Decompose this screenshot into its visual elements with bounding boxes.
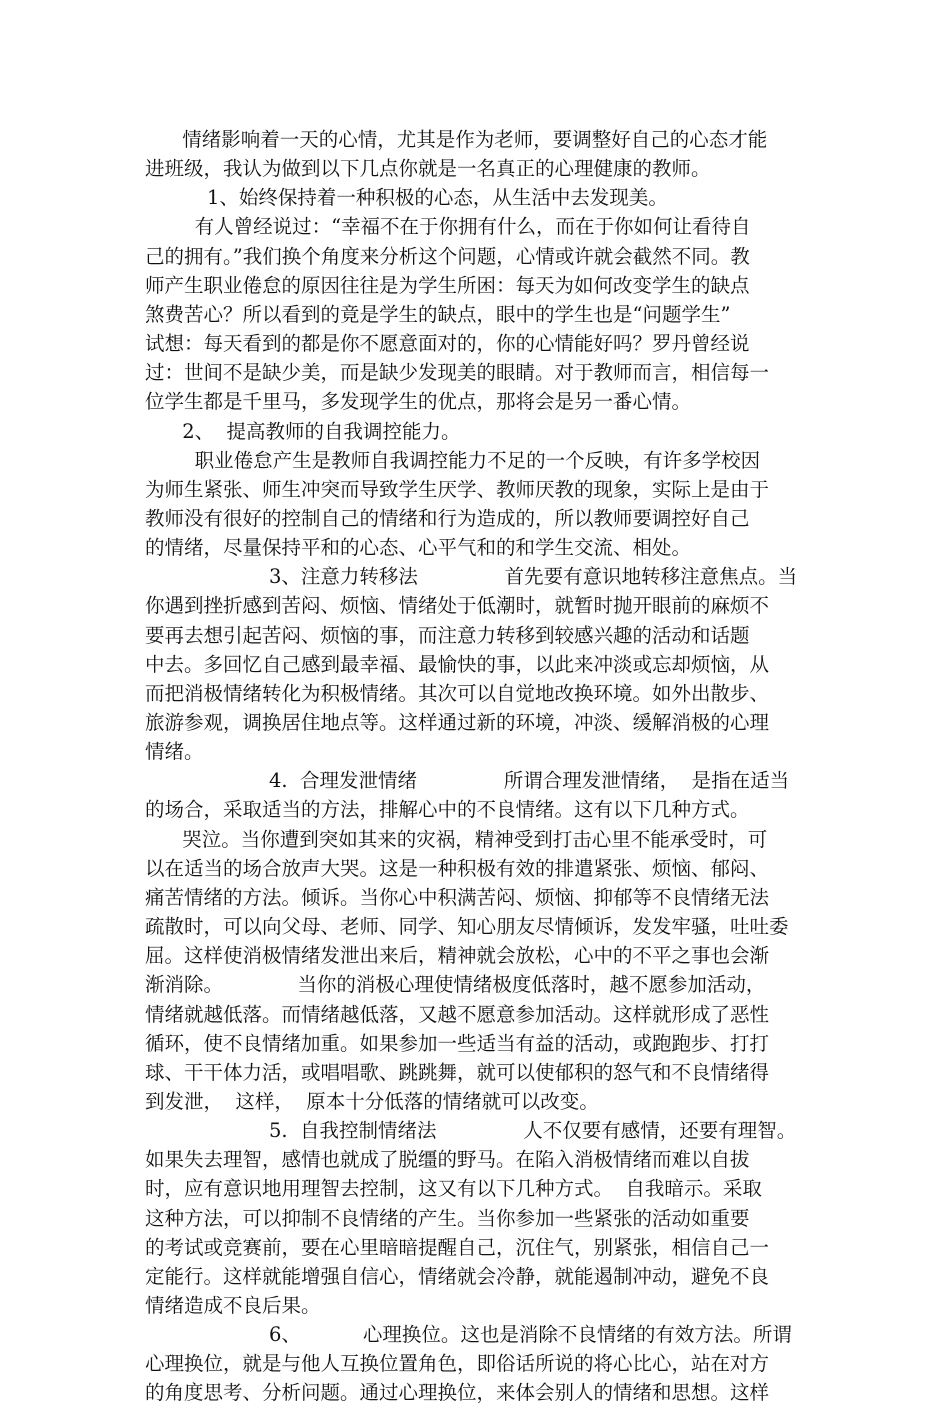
- text-line: 情绪。: [145, 740, 204, 763]
- text-line: 渐消除。 当你的消极心理使情绪极度低落时，越不愿参加活动，: [145, 973, 766, 996]
- text-line: 6、 心理换位。这也是消除不良情绪的有效方法。所谓: [145, 1323, 792, 1346]
- text-line: 球、干干体力活，或唱唱歌、跳跳舞，就可以使郁积的怒气和不良情绪得: [145, 1061, 770, 1084]
- text-line: 5. 自我控制情绪法 人不仅要有感情，还要有理智。: [145, 1119, 797, 1142]
- text-line: 定能行。这样就能增强自信心，情绪就会冷静，就能遏制冲动，避免不良: [145, 1265, 770, 1288]
- text-line: 情绪造成不良后果。: [145, 1294, 321, 1317]
- text-line: 有人曾经说过：“幸福不在于你拥有什么，而在于你如何让看待自: [145, 215, 751, 238]
- text-line: 为师生紧张、师生冲突而导致学生厌学、教师厌教的现象，实际上是由于: [145, 478, 770, 501]
- text-line: 屈。这样使消极情绪发泄出来后，精神就会放松，心中的不平之事也会渐: [145, 944, 770, 967]
- text-line: 位学生都是千里马，多发现学生的优点，那将会是另一番心情。: [145, 390, 692, 413]
- text-line: 的考试或竞赛前，要在心里暗暗提醒自己，沉住气，别紧张，相信自己一: [145, 1236, 770, 1259]
- text-line: 你遇到挫折感到苦闷、烦恼、情绪处于低潮时，就暂时抛开眼前的麻烦不: [145, 594, 770, 617]
- text-line: 2、 提高教师的自我调控能力。: [145, 420, 461, 443]
- text-line: 时，应有意识地用理智去控制，这又有以下几种方式。 自我暗示。采取: [145, 1177, 762, 1200]
- text-line: 这种方法，可以抑制不良情绪的产生。当你参加一些紧张的活动如重要: [145, 1207, 750, 1230]
- text-line: 循环，使不良情绪加重。如果参加一些适当有益的活动，或跑跑步、打打: [145, 1032, 770, 1055]
- text-line: 己的拥有。”我们换个角度来分析这个问题，心情或许就会截然不同。教: [145, 245, 750, 268]
- text-line: 过：世间不是缺少美，而是缺少发现美的眼睛。对于教师而言，相信每一: [145, 361, 770, 384]
- text-line: 心理换位，就是与他人互换位置角色，即俗话所说的将心比心，站在对方: [145, 1352, 770, 1375]
- text-line: 到发泄， 这样， 原本十分低落的情绪就可以改变。: [145, 1090, 599, 1113]
- text-line: 1、始终保持着一种积极的心态，从生活中去发现美。: [145, 186, 668, 209]
- text-line: 的角度思考、分析问题。通过心理换位，来体会别人的情绪和思想。这样: [145, 1381, 770, 1404]
- text-line: 而把消极情绪转化为积极情绪。其次可以自觉地改换环境。如外出散步、: [145, 682, 770, 705]
- text-line: 痛苦情绪的方法。倾诉。当你心中积满苦闷、烦恼、抑郁等不良情绪无法: [145, 886, 770, 909]
- text-line: 情绪就越低落。而情绪越低落，又越不愿意参加活动。这样就形成了恶性: [145, 1003, 770, 1026]
- text-line: 进班级，我认为做到以下几点你就是一名真正的心理健康的教师。: [145, 157, 711, 180]
- text-line: 的场合，采取适当的方法，排解心中的不良情绪。这有以下几种方式。: [145, 798, 750, 821]
- text-line: 煞费苦心？所以看到的竟是学生的缺点，眼中的学生也是“问题学生”: [145, 303, 731, 326]
- text-line: 4. 合理发泄情绪 所谓合理发泄情绪， 是指在适当: [145, 769, 790, 792]
- text-line: 情绪影响着一天的心情，尤其是作为老师，要调整好自己的心态才能: [145, 128, 768, 151]
- text-line: 疏散时，可以向父母、老师、同学、知心朋友尽情倾诉，发发牢骚，吐吐委: [145, 915, 789, 938]
- text-line: 师产生职业倦怠的原因往往是为学生所困：每天为如何改变学生的缺点: [145, 274, 750, 297]
- text-line: 如果失去理智，感情也就成了脱缰的野马。在陷入消极情绪而难以自拔: [145, 1148, 750, 1171]
- text-line: 要再去想引起苦闷、烦恼的事，而注意力转移到较感兴趣的活动和话题: [145, 624, 750, 647]
- text-line: 的情绪，尽量保持平和的心态、心平气和的和学生交流、相处。: [145, 536, 692, 559]
- text-line: 旅游参观，调换居住地点等。这样通过新的环境，冲淡、缓解消极的心理: [145, 711, 770, 734]
- text-line: 3、注意力转移法 首先要有意识地转移注意焦点。当: [145, 565, 798, 588]
- text-line: 职业倦怠产生是教师自我调控能力不足的一个反映，有许多学校因: [145, 449, 761, 472]
- text-line: 哭泣。当你遭到突如其来的灾祸，精神受到打击心里不能承受时，可: [145, 828, 768, 851]
- text-line: 试想：每天看到的都是你不愿意面对的，你的心情能好吗？罗丹曾经说: [145, 332, 750, 355]
- text-line: 以在适当的场合放声大哭。这是一种积极有效的排遣紧张、烦恼、郁闷、: [145, 857, 770, 880]
- text-line: 教师没有很好的控制自己的情绪和行为造成的，所以教师要调控好自己: [145, 507, 750, 530]
- text-line: 中去。多回忆自己感到最幸福、最愉快的事，以此来冲淡或忘却烦恼，从: [145, 653, 770, 676]
